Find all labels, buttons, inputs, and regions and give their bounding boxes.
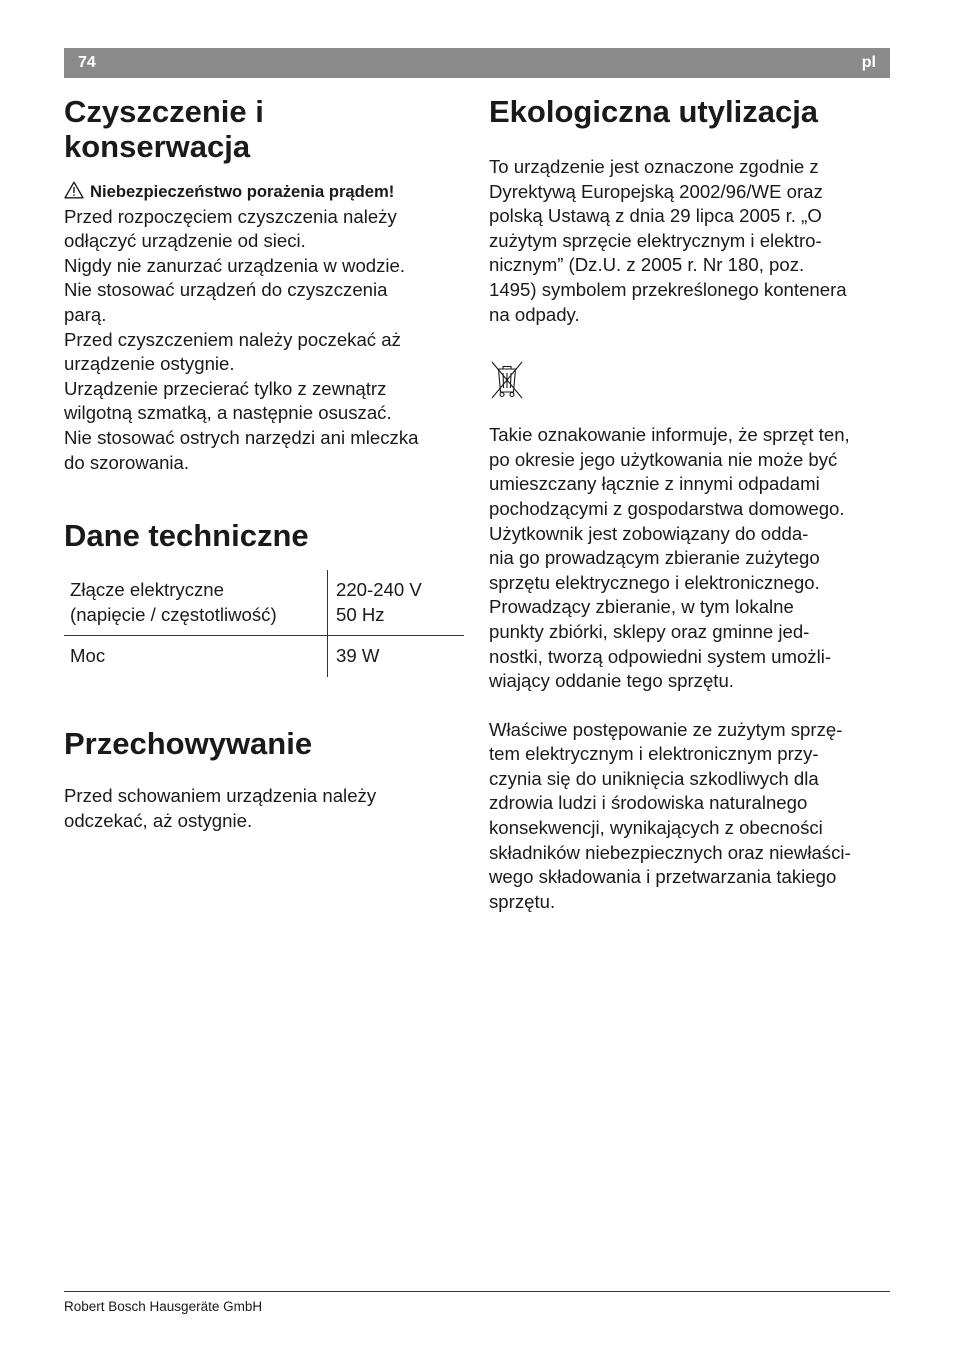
ecology-proper-line: wego składowania i przetwarzania takiego [489, 866, 837, 888]
right-column [489, 94, 891, 914]
ecology-proper-line: sprzętu. [489, 890, 556, 912]
ecology-proper-line: Właściwe postępowanie ze zużytym sprzę- [489, 718, 843, 740]
storage-text-line: Przed schowaniem urządzenia należy [64, 784, 377, 806]
spec-value-line: 39 W [336, 645, 380, 667]
ecology-proper-line: tem elektrycznym i elektronicznym przy- [489, 743, 819, 765]
page-header-bar [64, 48, 890, 78]
cleaning-text-line: parą. [64, 303, 107, 325]
ecology-intro [489, 155, 891, 327]
ecology-proper-line: składników niebezpiecznych oraz niewłaści- [489, 841, 851, 863]
ecology-intro-line: 1495) symbolem przekreślonego kontenera [489, 278, 847, 300]
ecology-intro-line: na odpady. [489, 303, 580, 325]
ecology-proper-line: zdrowia ludzi i środowiska naturalnego [489, 792, 808, 814]
spec-label [64, 636, 328, 677]
cleaning-text-line: do szorowania. [64, 451, 190, 473]
cleaning-text-line: Przed czyszczeniem należy poczekać aż [64, 328, 401, 350]
ecology-info-line: po okresie jego użytkowania nie może być [489, 448, 838, 470]
ecology-intro-line: polską Ustawą z dnia 29 lipca 2005 r. „O [489, 205, 822, 227]
cleaning-text [64, 205, 464, 476]
warning-triangle-icon [64, 181, 84, 199]
storage-title: Przechowywanie [64, 725, 313, 761]
ecology-info-line: pochodzącymi z gospodarstwa domowego. [489, 497, 845, 519]
ecology-info-line: punkty zbiórki, sklepy oraz gminne jed- [489, 620, 810, 642]
ecology-intro-line: Dyrektywą Europejską 2002/96/WE oraz [489, 180, 823, 202]
spec-label-line: Złącze elektryczne [70, 579, 224, 601]
footer-company: Robert Bosch Hausgeräte GmbH [64, 1299, 263, 1314]
cleaning-text-line: odłączyć urządzenie od sieci. [64, 230, 306, 252]
cleaning-title [64, 94, 464, 164]
ecology-info-line: Prowadzący zbieranie, w tym lokalne [489, 596, 794, 618]
ecology-intro-line: nicznym” (Dz.U. z 2005 r. Nr 180, poz. [489, 254, 805, 276]
storage-text [64, 784, 464, 833]
crossed-out-bin-icon [490, 360, 524, 400]
cleaning-text-line: Urządzenie przecierać tylko z zewnątrz [64, 377, 387, 399]
warning-text: Niebezpieczeństwo porażenia prądem! [90, 182, 395, 201]
ecology-proper-line: czynia się do uniknięcia szkodliwych dla [489, 767, 819, 789]
ecology-info-line: Użytkownik jest zobowiązany do odda- [489, 522, 809, 544]
storage-text-line: odczekać, aż ostygnie. [64, 809, 253, 831]
cleaning-text-line: urządzenie ostygnie. [64, 353, 235, 375]
warning-line [64, 180, 464, 205]
ecology-info-line: nostki, tworzą odpowiedni system umożli- [489, 645, 832, 667]
spec-label-line: Moc [70, 645, 106, 667]
cleaning-text-line: wilgotną szmatką, a następnie osuszać. [64, 402, 392, 424]
cleaning-text-line: Nie stosować ostrych narzędzi ani mleczka [64, 426, 419, 448]
cleaning-title-line: konserwacja [64, 129, 251, 164]
cleaning-title-line: Czyszczenie i [64, 94, 264, 129]
left-column [64, 94, 464, 833]
cleaning-section [64, 180, 464, 475]
ecology-intro-line: zużytym sprzęcie elektrycznym i elektro- [489, 229, 822, 251]
ecology-proper [489, 718, 891, 915]
ecology-info-line: Takie oznakowanie informuje, że sprzęt ten, [489, 424, 850, 446]
page-number: 74 [78, 54, 96, 71]
ecology-info-line: nia go prowadzącym zbieranie zużytego [489, 547, 820, 569]
spec-label-line: (napięcie / częstotliwość) [70, 603, 277, 625]
spec-label [64, 570, 328, 636]
ecology-info-line: sprzętu elektrycznego i elektronicznego. [489, 571, 820, 593]
spec-value [328, 570, 465, 636]
spec-value [328, 636, 465, 677]
ecology-intro-line: To urządzenie jest oznaczone zgodnie z [489, 156, 819, 177]
ecology-info-line: wiający oddanie tego sprzętu. [489, 670, 734, 692]
weee-symbol [490, 360, 891, 405]
table-row [64, 570, 464, 636]
spec-value-line: 50 Hz [336, 603, 385, 625]
table-row [64, 636, 464, 677]
cleaning-text-line: Nie stosować urządzeń do czyszczenia [64, 279, 388, 301]
cleaning-text-line: Nigdy nie zanurzać urządzenia w wodzie. [64, 254, 406, 276]
cleaning-text-line: Przed rozpoczęciem czyszczenia należy [64, 205, 397, 227]
spec-value-line: 220-240 V [336, 579, 422, 601]
technical-title: Dane techniczne [64, 518, 309, 554]
footer-divider [64, 1291, 890, 1292]
ecology-proper-line: konsekwencji, wynikających z obecności [489, 817, 823, 839]
ecology-info-line: umieszczany łącznie z innymi odpadami [489, 473, 820, 495]
language-code: pl [861, 54, 876, 71]
ecology-title: Ekologiczna utylizacja [489, 94, 819, 129]
technical-table [64, 570, 464, 677]
ecology-info [489, 423, 891, 694]
